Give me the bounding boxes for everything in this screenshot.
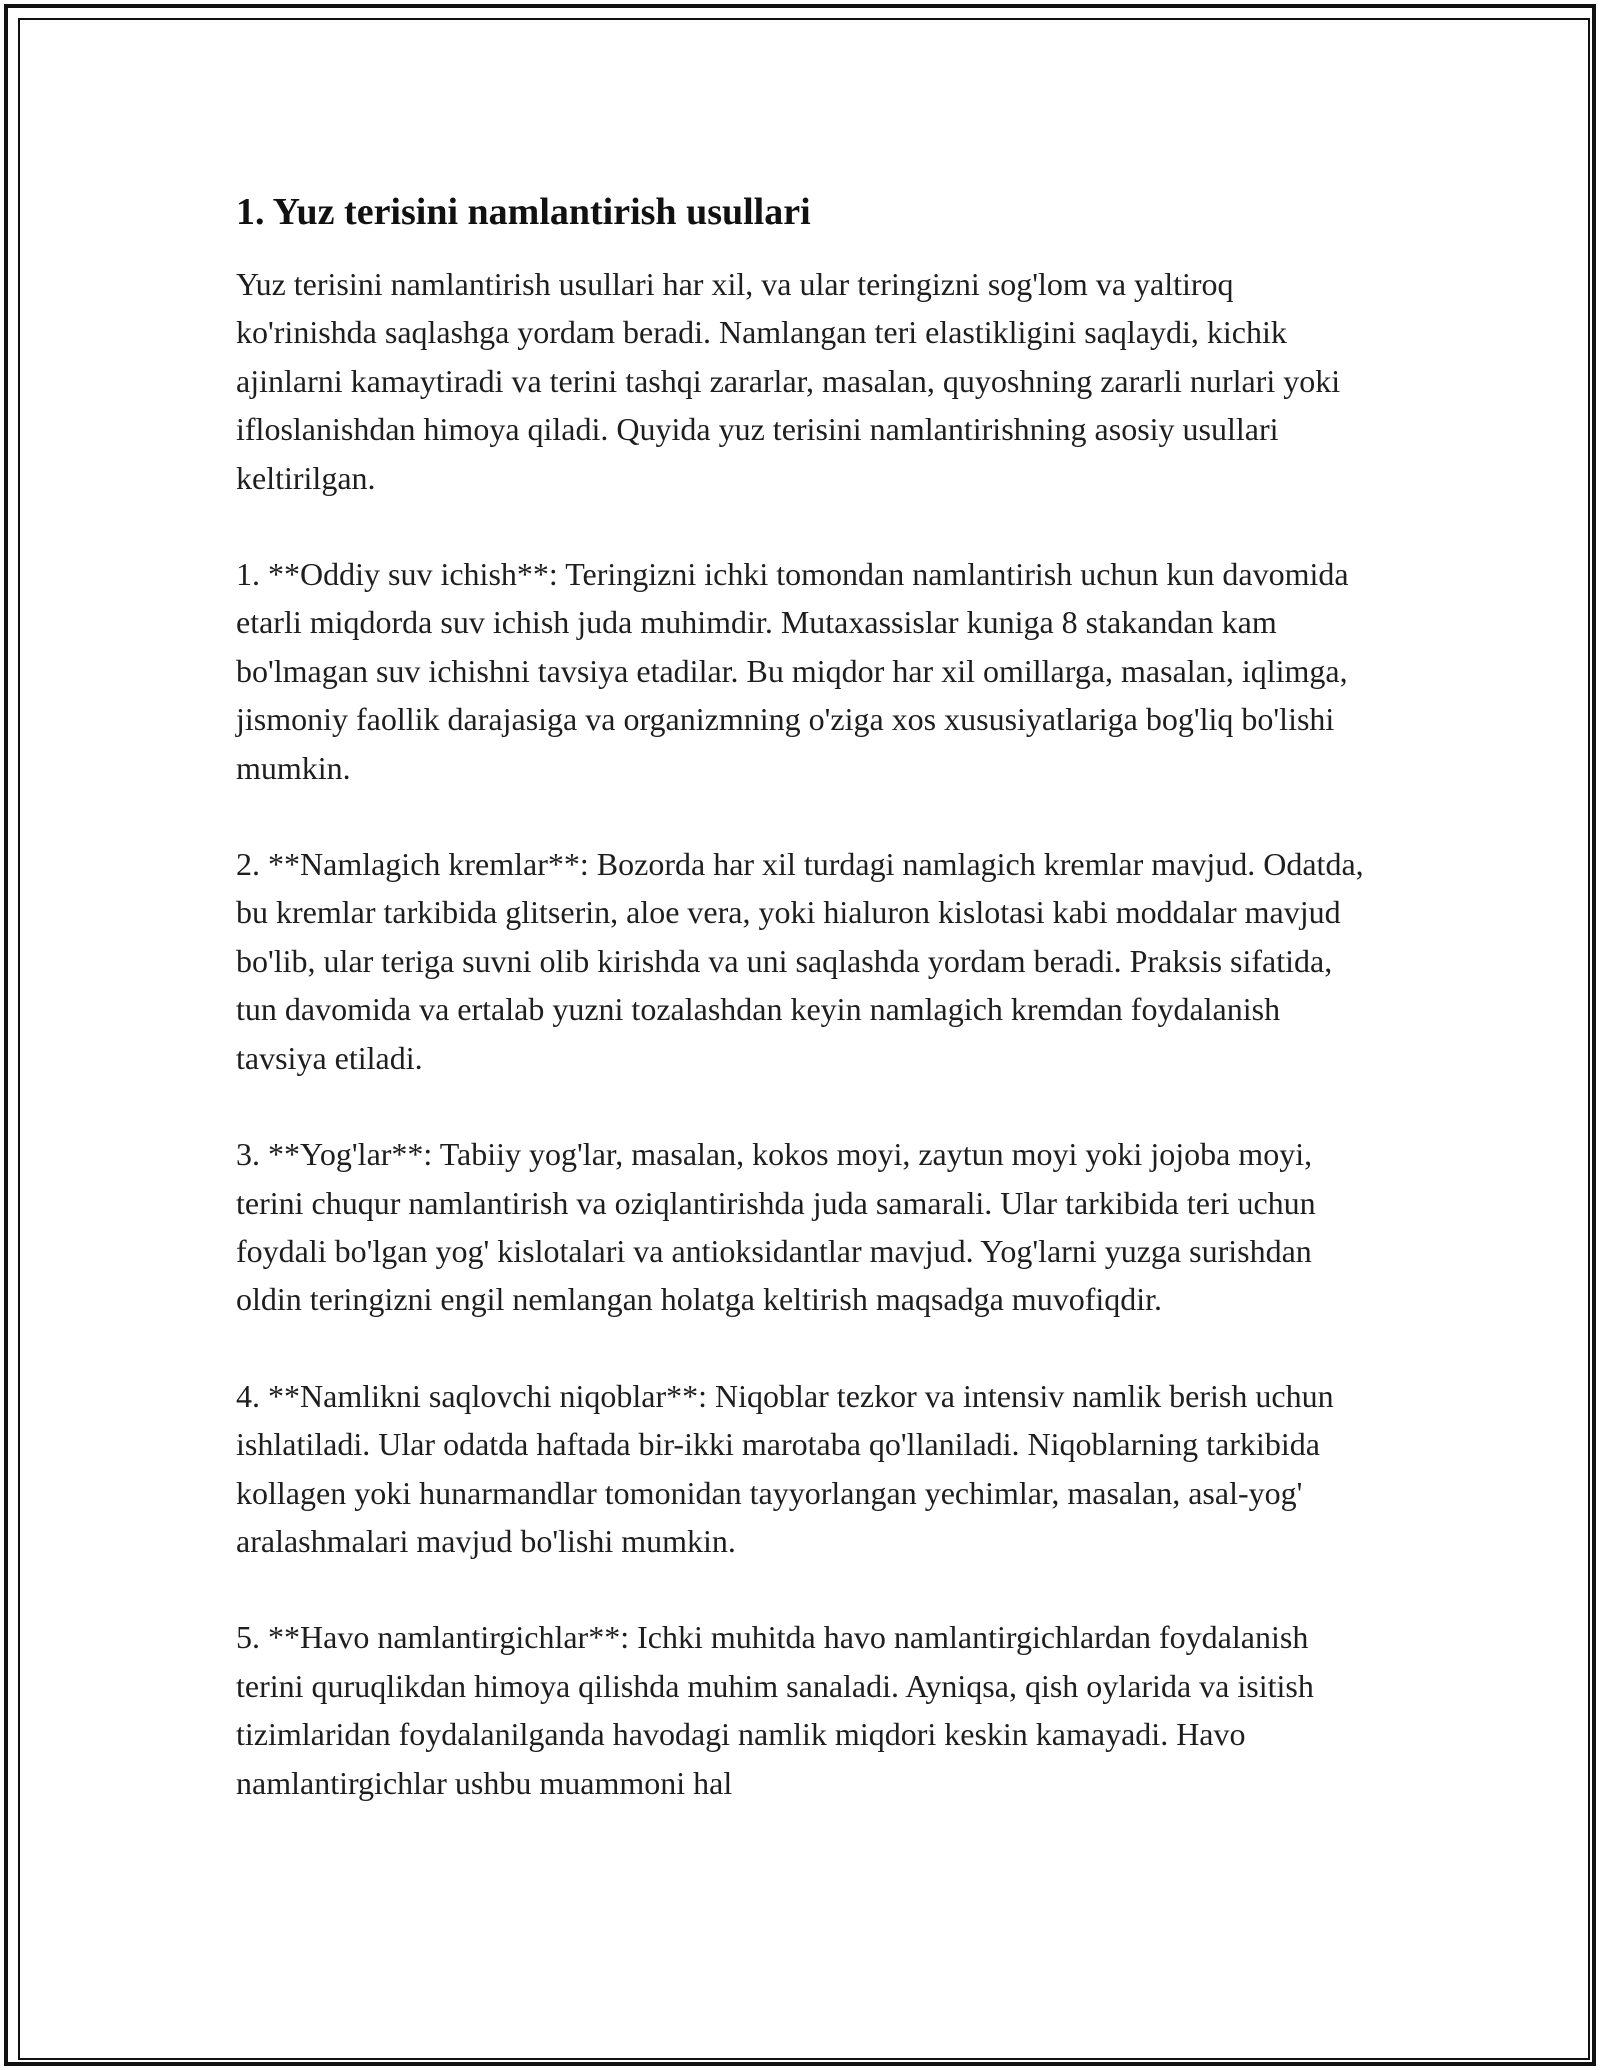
section-heading: 1. Yuz terisini namlantirish usullari (236, 191, 811, 233)
paragraph-humidifiers: 5. **Havo namlantirgichlar**: Ichki muhitda havo namlantirgichlardan foydalanish terini quruqlikdan himoya qilishda muhim sanaladi. Ayniqsa, qish oylarida va isitish tizimlaridan foydalanilganda havodagi namlik miqdori keskin kamayadi. Havo namlantirgichlar ushbu muammoni hal (236, 1619, 1314, 1801)
paragraph-masks: 4. **Namlikni saqlovchi niqoblar**: Niqoblar tezkor va intensiv namlik berish uchun ishlatiladi. Ular odatda haftada bir-ikki marotaba qo'llaniladi. Niqoblarning tarkibida kollagen yoki hunarmandlar tomonidan tayyorlangan yechimlar, masalan, asal-yog' aralashmalari mavjud bo'lishi mumkin. (236, 1377, 1334, 1559)
document-body (236, 186, 1376, 1855)
intro-paragraph: Yuz terisini namlantirish usullari har xil, va ular teringizni sog'lom va yaltiroq ko'rinishda saqlashga yordam beradi. Namlangan teri elastikligini saqlaydi, kichik ajinlarni kamaytiradi va terini tashqi zararlar, masalan, quyoshning zararli nurlari yoki ifloslanishdan himoya qiladi. Quyida yuz terisini namlantirishning asosiy usullari keltirilgan. (236, 266, 1341, 496)
paragraph-oils: 3. **Yog'lar**: Tabiiy yog'lar, masalan, kokos moyi, zaytun moyi yoki jojoba moyi, terini chuqur namlantirish va oziqlantirishda juda samarali. Ular tarkibida teri uchun foydali bo'lgan yog' kislotalari va antioksidantlar mavjud. Yog'larni yuzga surishdan oldin teringizni engil nemlangan holatga keltirish maqsadga muvofiqdir. (236, 1136, 1316, 1318)
paragraph-creams: 2. **Namlagich kremlar**: Bozorda har xil turdagi namlagich kremlar mavjud. Odatda, bu kremlar tarkibida glitserin, aloe vera, yoki hialuron kislotasi kabi moddalar mavjud bo'lib, ular teriga suvni olib kirishda va uni saqlashda yordam beradi. Praksis sifatida, tun davomida va ertalab yuzni tozalashdan keyin namlagich kremdan foydalanish tavsiya etiladi. (236, 846, 1364, 1076)
paragraph-water: 1. **Oddiy suv ichish**: Teringizni ichki tomondan namlantirish uchun kun davomida etarli miqdorda suv ichish juda muhimdir. Mutaxassislar kuniga 8 stakandan kam bo'lmagan suv ichishni tavsiya etadilar. Bu miqdor har xil omillarga, masalan, iqlimga, jismoniy faollik darajasiga va organizmning o'ziga xos xususiyatlariga bog'liq bo'lishi mumkin. (236, 556, 1349, 786)
